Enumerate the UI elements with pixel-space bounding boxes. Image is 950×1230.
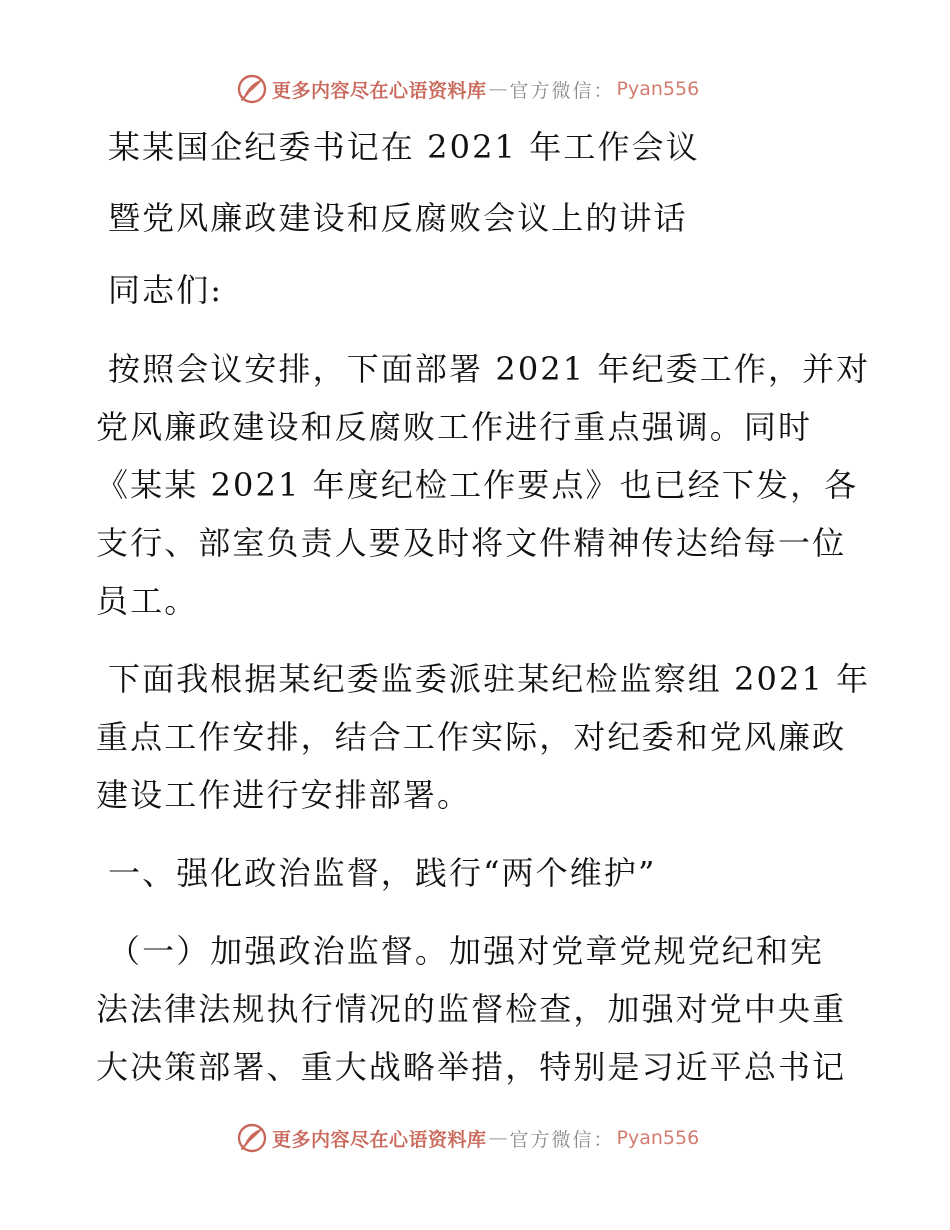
watermark-wechat-id: Pyan556 bbox=[616, 78, 700, 100]
title-line-2: 暨党风廉政建设和反腐败会议上的讲话 bbox=[108, 199, 688, 237]
watermark-footer bbox=[236, 1121, 756, 1155]
paragraph-3-line: 法法律法规执行情况的监督检查，加强对党中央重 bbox=[96, 990, 847, 1028]
paragraph-1-line: 《某某 2021 年度纪检工作要点》也已经下发，各 bbox=[96, 466, 859, 504]
paragraph-1-line: 员工。 bbox=[96, 582, 199, 620]
paragraph-3-line: 大决策部署、重大战略举措，特别是习近平总书记 bbox=[96, 1048, 847, 1086]
section-heading-1: 一、强化政治监督，践行“两个维护” bbox=[108, 854, 657, 892]
watermark-wechat-id: Pyan556 bbox=[616, 1127, 700, 1149]
paragraph-2-line: 建设工作进行安排部署。 bbox=[96, 776, 472, 814]
watermark-official-label: 官方微信： bbox=[509, 79, 615, 102]
paragraph-1-line: 支行、部室负责人要及时将文件精神传达给每一位 bbox=[96, 524, 847, 562]
watermark-dash: — bbox=[488, 1127, 508, 1149]
paragraph-2-line: 下面我根据某纪委监委派驻某纪检监察组 2021 年 bbox=[108, 660, 871, 698]
feather-logo-icon bbox=[236, 1122, 268, 1154]
watermark-official-label: 官方微信： bbox=[509, 1128, 615, 1151]
watermark-main-text: 更多内容尽在心语资料库 bbox=[272, 79, 487, 102]
paragraph-3-line: （一）加强政治监督。加强对党章党规党纪和宪 bbox=[108, 932, 825, 970]
paragraph-2-line: 重点工作安排，结合工作实际，对纪委和党风廉政 bbox=[96, 718, 847, 756]
watermark-main-text: 更多内容尽在心语资料库 bbox=[272, 1128, 487, 1151]
paragraph-1-line: 党风廉政建设和反腐败工作进行重点强调。同时 bbox=[96, 408, 813, 446]
title-line-1: 某某国企纪委书记在 2021 年工作会议 bbox=[108, 128, 700, 166]
watermark-dash: — bbox=[488, 78, 508, 100]
salutation: 同志们: bbox=[108, 271, 224, 309]
paragraph-1-line: 按照会议安排，下面部署 2021 年纪委工作，并对 bbox=[108, 350, 871, 388]
